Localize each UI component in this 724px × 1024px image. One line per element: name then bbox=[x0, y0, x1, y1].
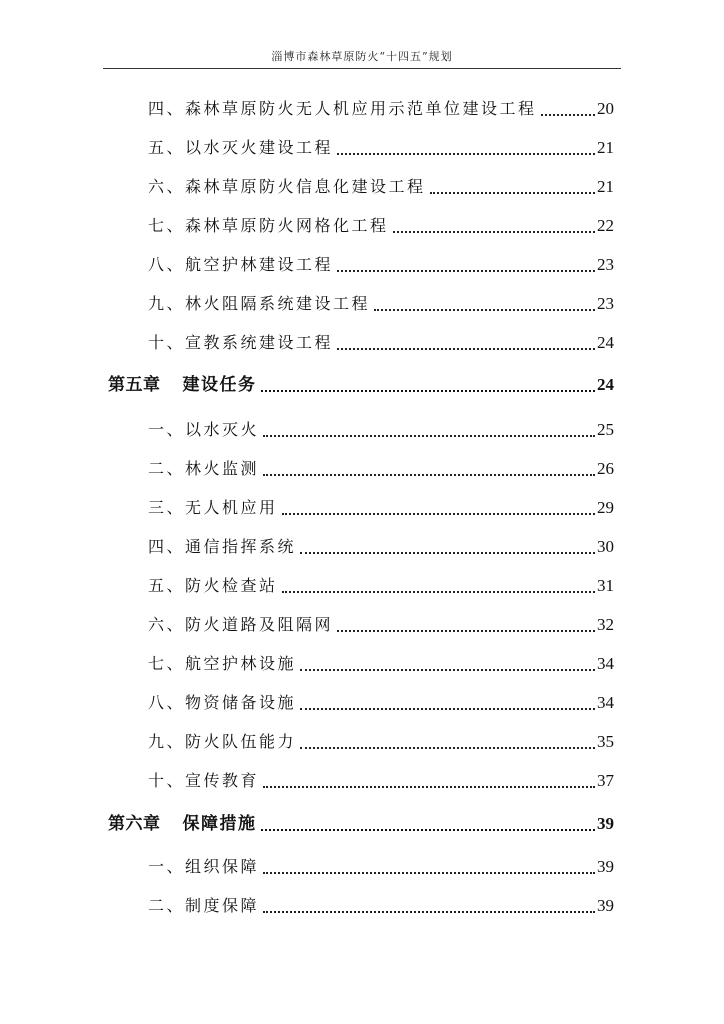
toc-dot-leader bbox=[300, 669, 595, 671]
toc-chapter-label bbox=[108, 814, 257, 834]
toc-section-entry[interactable] bbox=[148, 167, 614, 197]
toc-section-entry[interactable] bbox=[148, 410, 614, 440]
toc-page-number: 24 bbox=[597, 333, 614, 352]
toc-page-number: 31 bbox=[597, 576, 614, 595]
toc-page-number: 20 bbox=[597, 99, 614, 118]
toc-section-label: 三、无人机应用 bbox=[148, 498, 278, 517]
toc-section-label: 九、林火阻隔系统建设工程 bbox=[148, 294, 371, 313]
toc-section-entry[interactable] bbox=[148, 488, 614, 518]
toc-dot-leader bbox=[263, 872, 595, 874]
toc-section-label: 八、物资储备设施 bbox=[148, 693, 297, 712]
toc-section-entry[interactable] bbox=[148, 284, 614, 314]
toc-page-number: 23 bbox=[597, 294, 614, 313]
toc-section-entry[interactable] bbox=[148, 683, 614, 713]
toc-section-entry[interactable] bbox=[148, 886, 614, 916]
toc-chapter-entry[interactable] bbox=[108, 804, 614, 834]
toc-section-entry[interactable] bbox=[148, 206, 614, 236]
toc-section-entry[interactable] bbox=[148, 847, 614, 877]
toc-dot-leader bbox=[300, 708, 595, 710]
toc-section-label: 七、航空护林设施 bbox=[148, 654, 297, 673]
toc-section-label: 七、森林草原防火网格化工程 bbox=[148, 216, 389, 235]
toc-page-number: 25 bbox=[597, 420, 614, 439]
toc-section-entry[interactable] bbox=[148, 527, 614, 557]
toc-page-number: 21 bbox=[597, 138, 614, 157]
toc-section-entry[interactable] bbox=[148, 128, 614, 158]
toc-section-label: 六、森林草原防火信息化建设工程 bbox=[148, 177, 426, 196]
toc-page-number: 37 bbox=[597, 771, 614, 790]
toc-page-number: 39 bbox=[597, 896, 614, 915]
toc-section-label: 一、以水灭火 bbox=[148, 420, 260, 439]
toc-page-number: 34 bbox=[597, 693, 614, 712]
toc-page-number: 22 bbox=[597, 216, 614, 235]
toc-section-label: 二、林火监测 bbox=[148, 459, 260, 478]
toc-chapter-title: 建设任务 bbox=[182, 375, 257, 395]
toc-page-number: 23 bbox=[597, 255, 614, 274]
toc-section-entry[interactable] bbox=[148, 449, 614, 479]
toc-dot-leader bbox=[541, 114, 595, 116]
toc-section-entry[interactable] bbox=[148, 89, 614, 119]
toc-page-number: 34 bbox=[597, 654, 614, 673]
toc-page-number: 29 bbox=[597, 498, 614, 517]
toc-section-label: 二、制度保障 bbox=[148, 896, 260, 915]
toc-dot-leader bbox=[337, 270, 595, 272]
toc-page-number: 21 bbox=[597, 177, 614, 196]
toc-dot-leader bbox=[263, 474, 595, 476]
toc-page-number: 24 bbox=[597, 375, 614, 394]
toc-section-label: 六、防火道路及阻隔网 bbox=[148, 615, 334, 634]
toc-page-number: 26 bbox=[597, 459, 614, 478]
toc-section-label: 八、航空护林建设工程 bbox=[148, 255, 334, 274]
toc-dot-leader bbox=[337, 630, 595, 632]
toc-section-label: 五、防火检查站 bbox=[148, 576, 278, 595]
toc-page-number: 39 bbox=[597, 857, 614, 876]
toc-dot-leader bbox=[430, 192, 595, 194]
toc-dot-leader bbox=[337, 153, 595, 155]
toc-section-label: 四、森林草原防火无人机应用示范单位建设工程 bbox=[148, 99, 537, 118]
toc-page-number: 35 bbox=[597, 732, 614, 751]
toc-chapter-label bbox=[108, 375, 257, 395]
toc-chapter-entry[interactable] bbox=[108, 365, 614, 395]
toc-dot-leader bbox=[263, 786, 595, 788]
toc-section-label: 四、通信指挥系统 bbox=[148, 537, 297, 556]
toc-page-number: 32 bbox=[597, 615, 614, 634]
toc-section-entry[interactable] bbox=[148, 566, 614, 596]
page-header-title: 淄博市森林草原防火“十四五”规划 bbox=[271, 50, 453, 63]
toc-section-label: 十、宣教系统建设工程 bbox=[148, 333, 334, 352]
toc-dot-leader bbox=[282, 591, 595, 593]
toc-dot-leader bbox=[261, 829, 596, 831]
toc-dot-leader bbox=[263, 911, 595, 913]
toc-section-label: 九、防火队伍能力 bbox=[148, 732, 297, 751]
toc-section-entry[interactable] bbox=[148, 605, 614, 635]
toc-dot-leader bbox=[337, 348, 595, 350]
toc-section-label: 一、组织保障 bbox=[148, 857, 260, 876]
toc-section-entry[interactable] bbox=[148, 722, 614, 752]
toc-page-number: 39 bbox=[597, 814, 614, 833]
toc-section-entry[interactable] bbox=[148, 761, 614, 791]
toc-dot-leader bbox=[261, 390, 596, 392]
toc-section-label: 五、以水灭火建设工程 bbox=[148, 138, 334, 157]
toc-dot-leader bbox=[374, 309, 595, 311]
toc-page-number: 30 bbox=[597, 537, 614, 556]
toc-chapter-number: 第五章 bbox=[108, 375, 161, 395]
toc-section-entry[interactable] bbox=[148, 245, 614, 275]
toc-dot-leader bbox=[282, 513, 595, 515]
toc-chapter-title: 保障措施 bbox=[182, 814, 257, 834]
toc-section-entry[interactable] bbox=[148, 323, 614, 353]
toc-dot-leader bbox=[300, 552, 595, 554]
toc-section-entry[interactable] bbox=[148, 644, 614, 674]
toc-section-label: 十、宣传教育 bbox=[148, 771, 260, 790]
toc-dot-leader bbox=[393, 231, 595, 233]
toc-chapter-number: 第六章 bbox=[108, 814, 161, 834]
toc-dot-leader bbox=[300, 747, 595, 749]
toc-dot-leader bbox=[263, 435, 595, 437]
